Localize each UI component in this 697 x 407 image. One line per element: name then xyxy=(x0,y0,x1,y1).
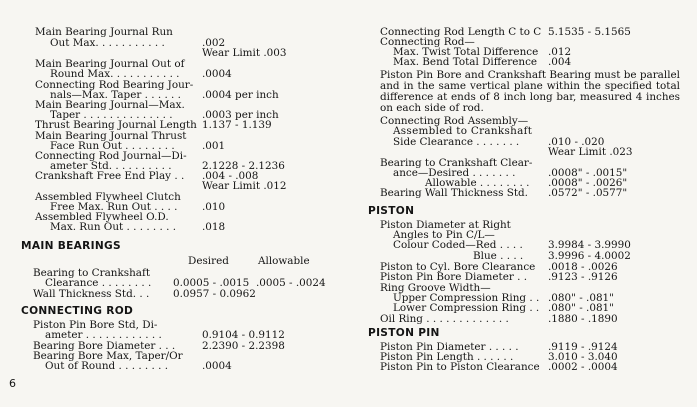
spec-label: Round Max. . . . . . . . . . . xyxy=(50,68,180,80)
spec-label: Taper . . . . . . . . . . . . . . xyxy=(50,109,173,121)
spec-label: Connecting Rod Bearing Jour- xyxy=(35,79,194,91)
spec-value: .012 xyxy=(548,46,572,58)
section-heading-main-bearings: MAIN BEARINGS xyxy=(21,240,121,252)
spec-value: .001 xyxy=(202,140,226,152)
spec-label: Main Bearing Journal Thrust xyxy=(35,130,187,142)
spec-value: Wear Limit .003 xyxy=(202,47,287,59)
spec-value: .0002 - .0004 xyxy=(548,361,618,373)
spec-value: 3.9996 - 4.0002 xyxy=(548,250,631,262)
spec-value: .010 xyxy=(202,201,226,213)
spec-value: .0004 per inch xyxy=(202,89,279,101)
section-heading-piston: PISTON xyxy=(368,205,415,217)
spec-label: Piston Pin to Piston Clearance xyxy=(380,361,540,373)
spec-value-desired: 0.0005 - .0015 xyxy=(173,277,250,289)
spec-value: .0572" - .0577" xyxy=(548,187,628,199)
spec-label: Assembled to Crankshaft xyxy=(393,125,533,137)
spec-value: .002 xyxy=(202,37,226,49)
spec-label: Max. Run Out . . . . . . . . xyxy=(50,221,177,233)
spec-value: 2.2390 - 2.2398 xyxy=(202,340,285,352)
spec-label: Angles to Pin C/L— xyxy=(393,229,495,241)
spec-label: Connecting Rod Length C to C xyxy=(380,26,542,38)
spec-label: Piston Pin Bore Diameter . . xyxy=(380,271,528,283)
spec-value: .0008" - .0015" xyxy=(548,167,628,179)
spec-label: Bearing Wall Thickness Std. xyxy=(380,187,528,199)
spec-label: Max. Bend Total Difference xyxy=(393,56,538,68)
spec-label: nals—Max. Taper . . . . . . xyxy=(50,89,181,101)
column-header-desired: Desired xyxy=(188,255,229,267)
spec-label: Thrust Bearing Journal Length xyxy=(35,119,197,131)
spec-label: Out of Round . . . . . . . . xyxy=(45,360,169,372)
spec-value: .010 - .020 xyxy=(548,136,605,148)
spec-value: .0018 - .0026 xyxy=(548,261,618,273)
spec-value-desired: 0.0957 - 0.0962 xyxy=(173,288,256,300)
spec-value: .080" - .081" xyxy=(548,292,614,304)
spec-value: 5.1535 - 5.1565 xyxy=(548,26,631,38)
spec-label: Blue . . . . xyxy=(473,250,524,262)
spec-label: Connecting Rod Journal—Di- xyxy=(35,150,187,162)
spec-label: Wall Thickness Std. . . xyxy=(33,288,150,300)
spec-label: Main Bearing Journal Run xyxy=(35,26,173,38)
spec-label: Crankshaft Free End Play . . xyxy=(35,170,185,182)
spec-value: 3.9984 - 3.9990 xyxy=(548,239,631,251)
spec-label: Colour Coded—Red . . . . xyxy=(393,239,523,251)
spec-value: Wear Limit .023 xyxy=(548,146,633,158)
spec-value: 2.1228 - 2.1236 xyxy=(202,160,285,172)
spec-label: Assembled Flywheel Clutch xyxy=(35,191,181,203)
column-header-allowable: Allowable xyxy=(258,255,310,267)
spec-label: Piston Pin Diameter . . . . . xyxy=(380,341,519,353)
spec-label: Main Bearing Journal—Max. xyxy=(35,99,185,111)
spec-label: Side Clearance . . . . . . . xyxy=(393,136,520,148)
page-number: 6 xyxy=(9,377,16,390)
spec-label: ameter Std. . . . . . . . . . xyxy=(50,160,172,172)
spec-value: .004 xyxy=(548,56,572,68)
spec-value: .9119 - .9124 xyxy=(548,341,618,353)
spec-value: .1880 - .1890 xyxy=(548,313,618,325)
spec-value: .004 - .008 xyxy=(202,170,259,182)
spec-label: Clearance . . . . . . . . xyxy=(45,277,152,289)
spec-label: Piston to Cyl. Bore Clearance xyxy=(380,261,536,273)
spec-label: Allowable . . . . . . . . xyxy=(425,177,530,189)
spec-label: Oil Ring . . . . . . . . . . . . . xyxy=(380,313,509,325)
spec-label: Upper Compression Ring . . xyxy=(393,292,540,304)
spec-value: .018 xyxy=(202,221,226,233)
spec-label: Bearing Bore Diameter . . . xyxy=(33,340,176,352)
spec-label: Bearing Bore Max, Taper/Or xyxy=(33,350,183,362)
spec-label: Free Max. Run Out . . . . xyxy=(50,201,178,213)
spec-label: Main Bearing Journal Out of xyxy=(35,58,185,70)
spec-label: Piston Diameter at Right xyxy=(380,219,511,231)
spec-value: .080" - .081" xyxy=(548,302,614,314)
spec-value: 0.9104 - 0.9112 xyxy=(202,329,285,341)
spec-value: .9123 - .9126 xyxy=(548,271,618,283)
spec-label: Piston Pin Bore Std, Di- xyxy=(33,319,158,331)
spec-value-allowable: .0005 - .0024 xyxy=(256,277,326,289)
parallel-note-paragraph: Piston Pin Bore and Crankshaft Bearing must be parallel and in the same vertical plane within the specified total difference at ends of 8 inch long bar, measured 4 inches on each side of rod. xyxy=(380,69,680,114)
spec-value: .0004 xyxy=(202,360,232,372)
section-heading-piston-pin: PISTON PIN xyxy=(368,327,440,339)
spec-value: .0003 per inch xyxy=(202,109,279,121)
spec-label: Max. Twist Total Difference xyxy=(393,46,539,58)
spec-label: Lower Compression Ring . . xyxy=(393,302,540,314)
spec-label: Face Run Out . . . . . . . . xyxy=(50,140,175,152)
spec-value: .0004 xyxy=(202,68,232,80)
spec-label: Out Max. . . . . . . . . . . xyxy=(50,37,165,49)
section-heading-connecting-rod: CONNECTING ROD xyxy=(21,305,134,317)
spec-value: 3.010 - 3.040 xyxy=(548,351,618,363)
spec-label: Assembled Flywheel O.D. xyxy=(35,211,169,223)
spec-label: Piston Pin Length . . . . . . xyxy=(380,351,514,363)
spec-label: ameter . . . . . . . . . . . . xyxy=(45,329,162,341)
spec-label: Connecting Rod— xyxy=(380,36,475,48)
spec-label: Bearing to Crankshaft xyxy=(33,267,150,279)
spec-value: Wear Limit .012 xyxy=(202,180,287,192)
spec-label: ance—Desired . . . . . . . xyxy=(393,167,516,179)
spec-label: Connecting Rod Assembly— xyxy=(380,115,529,127)
spec-label: Bearing to Crankshaft Clear- xyxy=(380,157,533,169)
spec-value: .0008" - .0026" xyxy=(548,177,628,189)
spec-value: 1.137 - 1.139 xyxy=(202,119,272,131)
spec-label: Ring Groove Width— xyxy=(380,282,491,294)
